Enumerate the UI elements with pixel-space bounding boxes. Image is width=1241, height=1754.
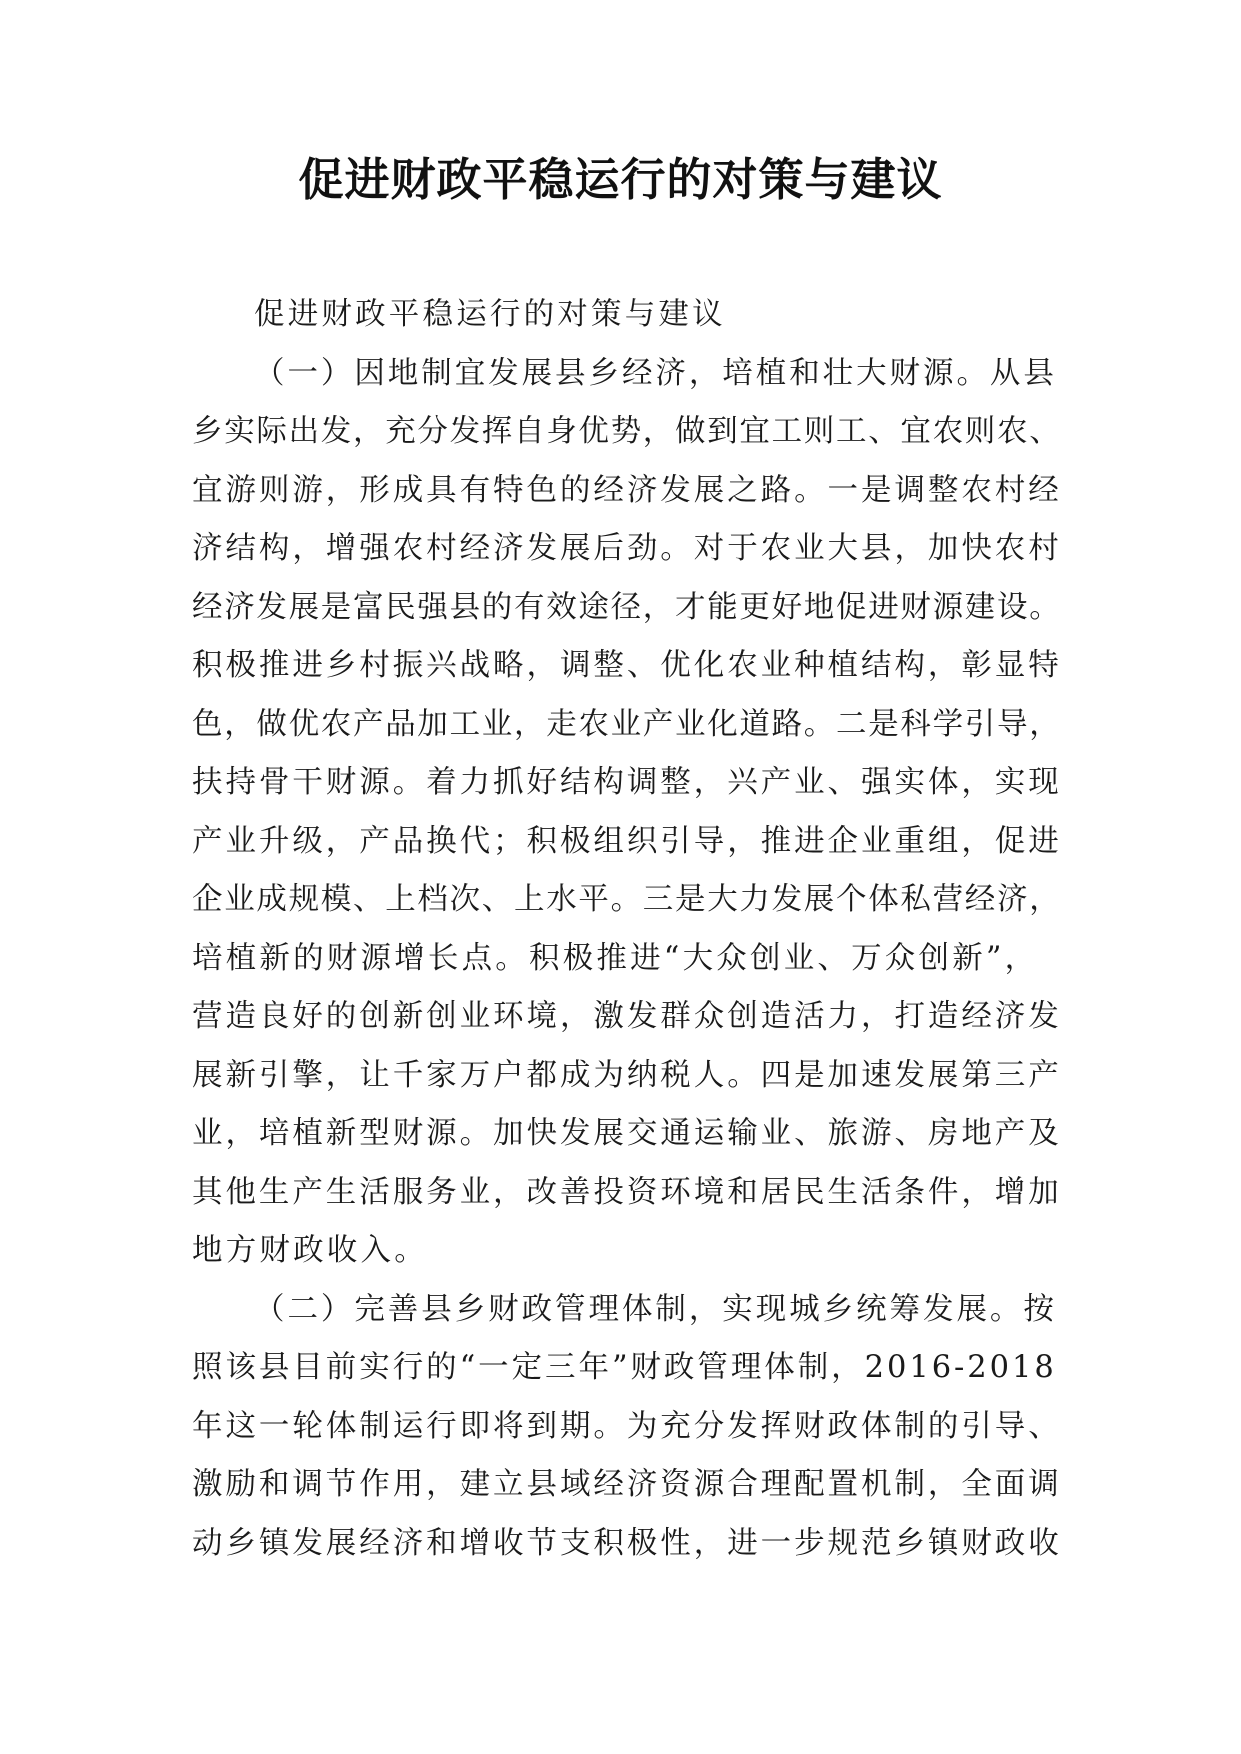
subtitle-line: 促进财政平稳运行的对策与建议 <box>254 297 726 332</box>
document-body <box>192 286 1062 1573</box>
paragraph-line: 培植新的财源增长点。积极推进“大众创业、万众创新”， <box>192 940 1039 976</box>
paragraph-line: 激励和调节作用，建立县域经济资源合理配置机制，全面调 <box>192 1467 1062 1502</box>
paragraph-line: 年这一轮体制运行即将到期。为充分发挥财政体制的引导、 <box>192 1408 1062 1444</box>
paragraph-line: 营造良好的创新创业环境，激发群众创造活力，打造经济发 <box>192 999 1062 1034</box>
paragraph-line: 乡实际出发，充分发挥自身优势，做到宜工则工、宜农则农、 <box>192 414 1062 449</box>
paragraph-line: 产业升级，产品换代；积极组织引导，推进企业重组，促进 <box>192 823 1062 859</box>
document-title: 促进财政平稳运行的对策与建议 <box>298 153 943 206</box>
paragraph-line: 宜游则游，形成具有特色的经济发展之路。一是调整农村经 <box>192 472 1062 508</box>
paragraph-line: 扶持骨干财源。着力抓好结构调整，兴产业、强实体，实现 <box>192 765 1062 800</box>
paragraph-line: 地方财政收入。 <box>192 1233 428 1268</box>
paragraph-line: 积极推进乡村振兴战略，调整、优化农业种植结构，彰显特 <box>192 648 1062 683</box>
paragraph-line: 企业成规模、上档次、上水平。三是大力发展个体私营经济， <box>192 882 1062 917</box>
paragraph-line: 动乡镇发展经济和增收节支积极性，进一步规范乡镇财政收 <box>192 1525 1062 1561</box>
paragraph-line: 色，做优农产品加工业，走农业产业化道路。二是科学引导， <box>192 706 1062 742</box>
paragraph-line: 经济发展是富民强县的有效途径，才能更好地促进财源建设。 <box>192 589 1062 625</box>
paragraph-line: （二）完善县乡财政管理体制，实现城乡统筹发展。按 <box>254 1291 1057 1327</box>
paragraph-line: 照该县目前实行的“一定三年”财政管理体制，2016-2018 <box>192 1350 1057 1385</box>
paragraph-line: （一）因地制宜发展县乡经济，培植和壮大财源。从县 <box>254 355 1057 391</box>
paragraph-line: 业，培植新型财源。加快发展交通运输业、旅游、房地产及 <box>192 1116 1062 1151</box>
paragraph-line: 展新引擎，让千家万户都成为纳税人。四是加速发展第三产 <box>192 1057 1062 1093</box>
paragraph-line: 其他生产生活服务业，改善投资环境和居民生活条件，增加 <box>192 1174 1062 1210</box>
paragraph-line: 济结构，增强农村经济发展后劲。对于农业大县，加快农村 <box>192 531 1062 566</box>
